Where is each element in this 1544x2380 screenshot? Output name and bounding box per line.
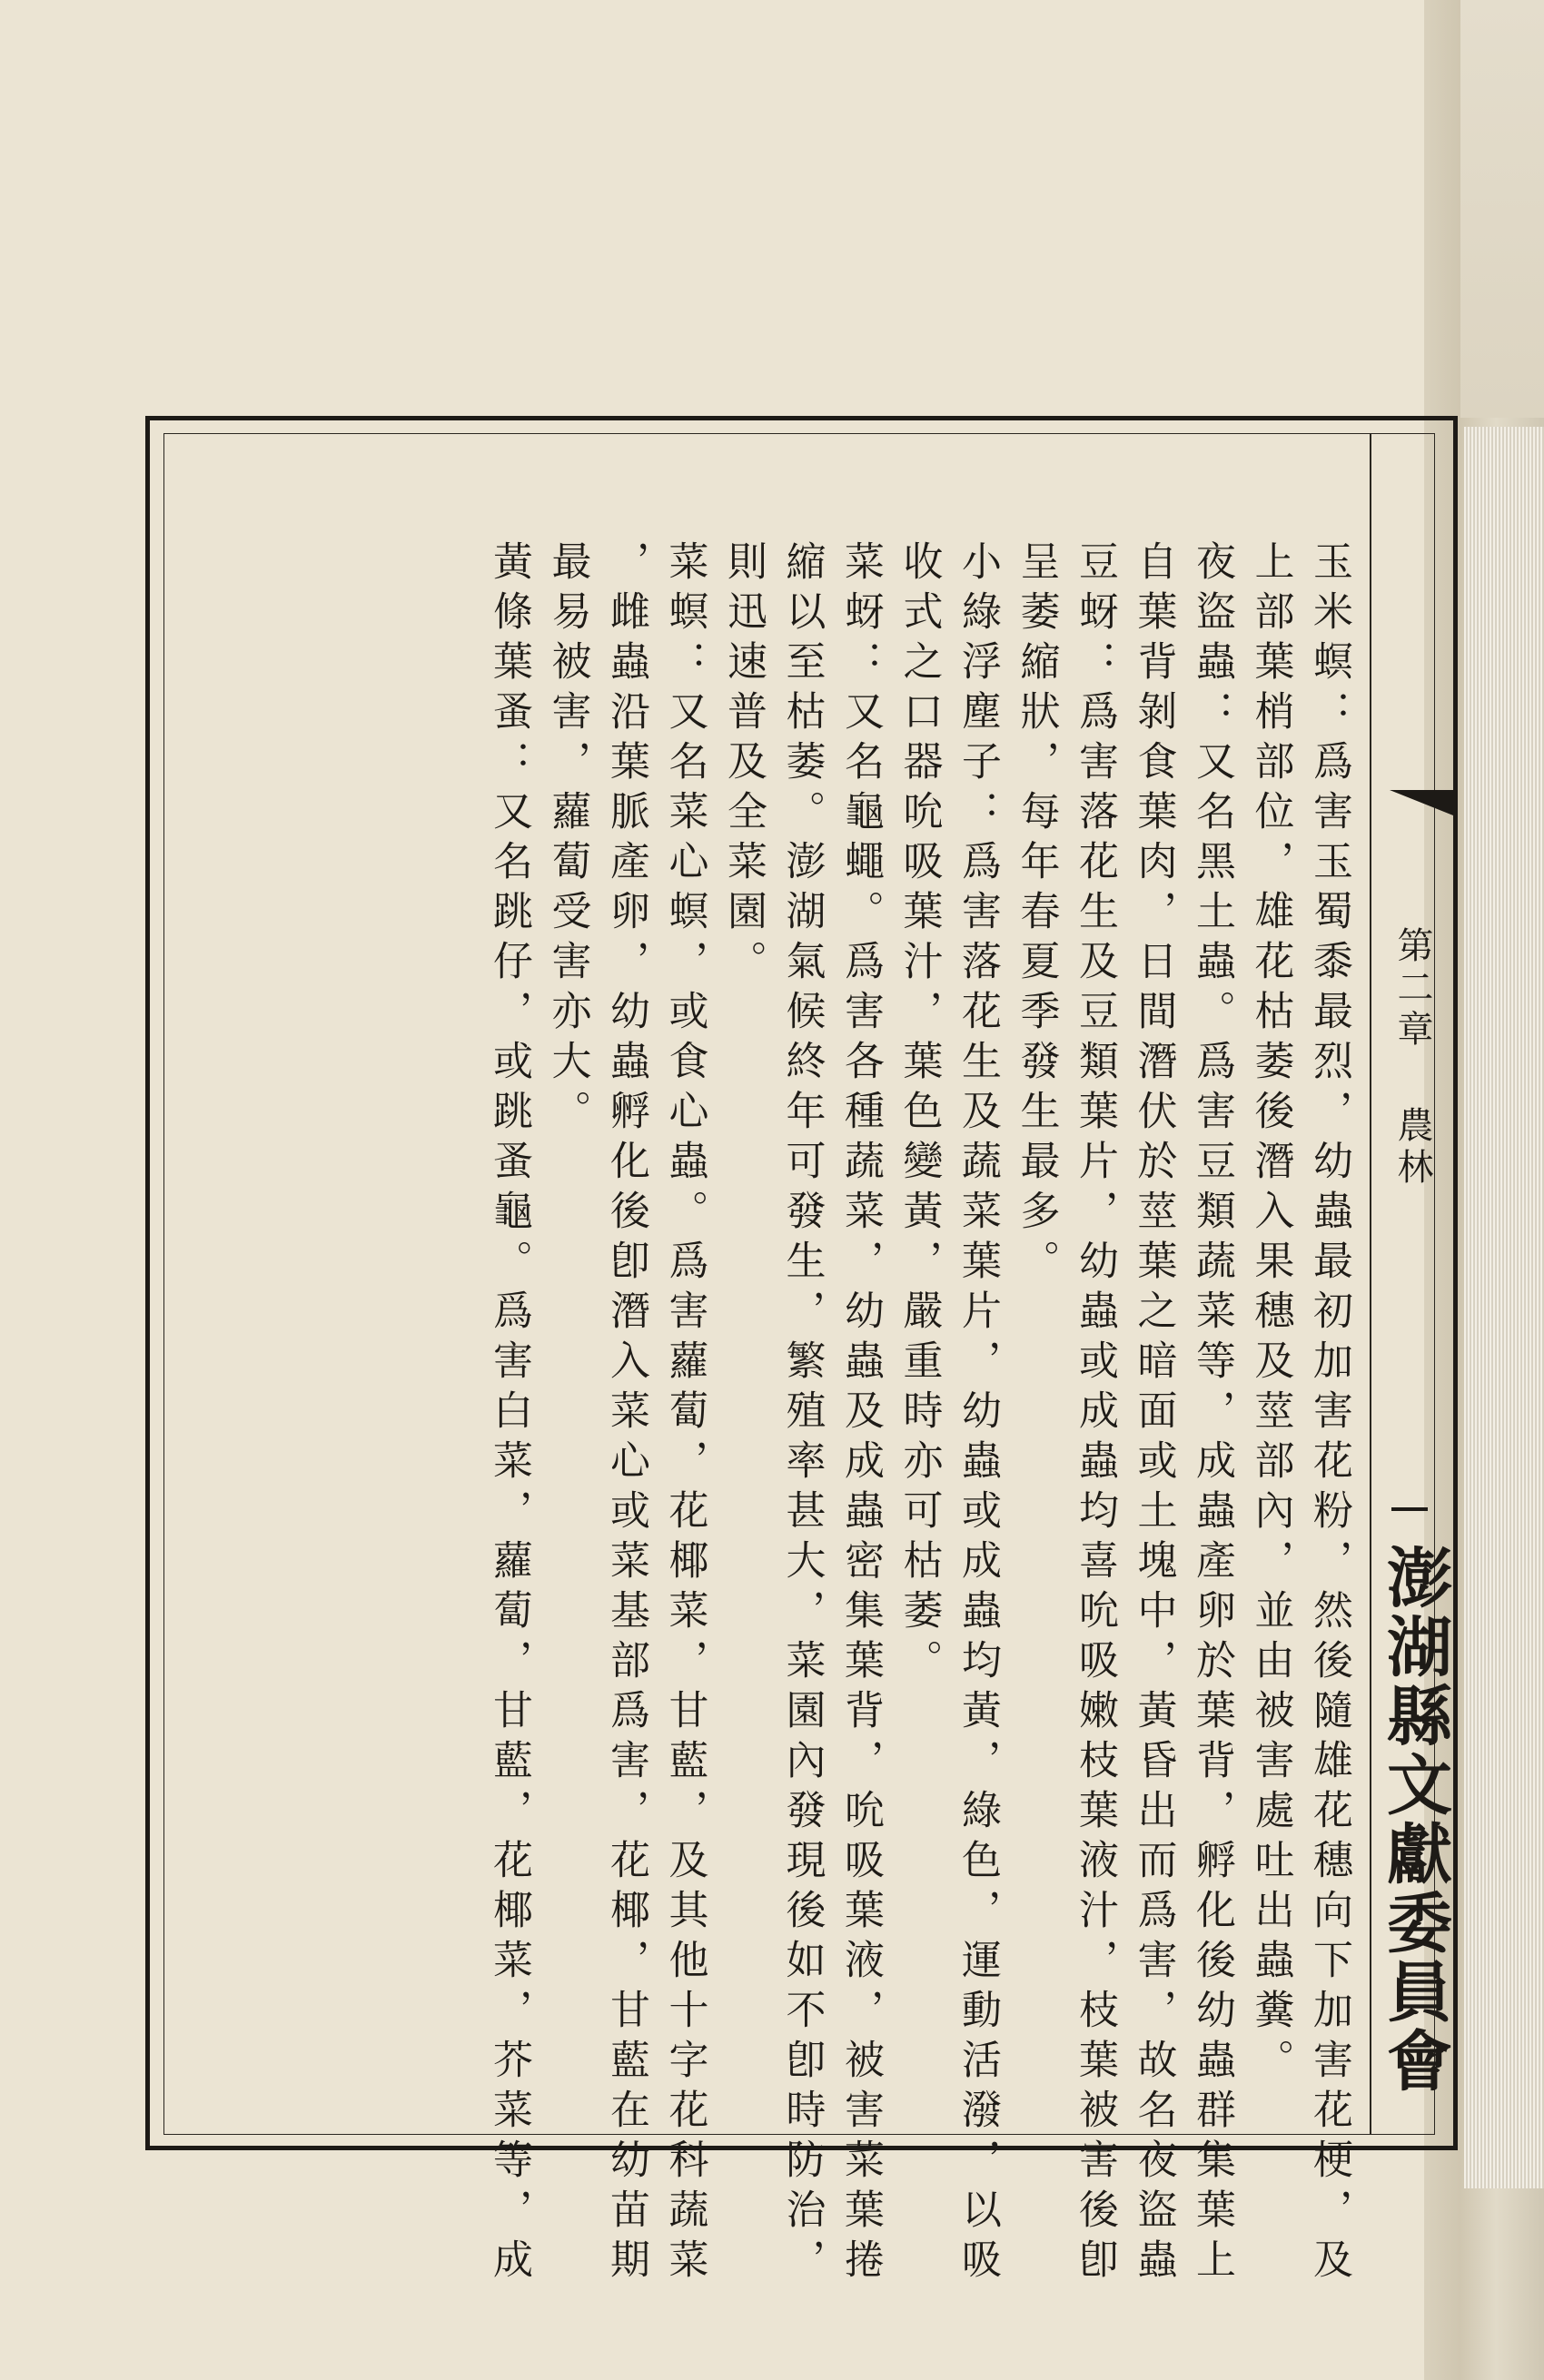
header-dash <box>1391 1507 1428 1511</box>
page-stack-edge <box>1464 427 1544 2188</box>
text-column: 則迅速普及全菜園。 <box>720 540 767 990</box>
body-text <box>182 540 1358 2288</box>
text-column: 小綠浮塵子：爲害落花生及蔬菜葉片，幼蟲或成蟲均黃，綠色，運動活潑，以吸 <box>955 540 1001 2288</box>
text-column: 上部葉梢部位，雄花枯萎後潛入果穗及莖部內，並由被害處吐出蟲糞。 <box>1247 540 1294 2089</box>
text-column: 豆蚜：爲害落花生及豆類葉片，幼蟲或成蟲均喜吮吸嫩枝葉液汁，枝葉被害後卽 <box>1072 540 1118 2288</box>
text-column: 玉米螟：爲害玉蜀黍最烈，幼蟲最初加害花粉，然後隨雄花穗向下加害花梗，及 <box>1306 540 1352 2288</box>
publisher-name: 澎湖縣文獻委員會 <box>1376 1544 1453 2096</box>
text-column: 呈萎縮狀，每年春夏季發生最多。 <box>1013 540 1060 1289</box>
text-column: 縮以至枯萎。澎湖氣候終年可發生，繁殖率甚大，菜園內發現後如不卽時防治， <box>778 540 826 2288</box>
text-column: 最易被害，蘿蔔受害亦大。 <box>544 540 591 1140</box>
chapter-heading <box>1376 926 1449 1190</box>
header-wedge-mark <box>1390 790 1453 815</box>
text-column: 黃條葉蚤：又名跳仔，或跳蚤龜。爲害白菜，蘿蔔，甘藍，花椰菜，芥菜等，成 <box>486 540 532 2288</box>
text-column: 菜蚜：又名龜蠅。爲害各種蔬菜，幼蟲及成蟲密集葉背，吮吸葉液，被害菜葉捲 <box>837 540 884 2288</box>
chapter-number: 第二章 <box>1391 926 1433 1052</box>
text-column: 夜盜蟲：又名黑土蟲。爲害豆類蔬菜等，成蟲產卵於葉背，孵化後幼蟲群集葉上 <box>1189 540 1235 2288</box>
text-column: 菜螟：又名菜心螟，或食心蟲。爲害蘿蔔，花椰菜，甘藍，及其他十字花科蔬菜 <box>661 540 708 2288</box>
header-divider <box>1370 433 1371 2135</box>
text-column: 自葉背剝食葉肉，日間潛伏於莖葉之暗面或土塊中，黃昏出而爲害，故名夜盜蟲 <box>1130 540 1177 2288</box>
chapter-section: 農林 <box>1391 1106 1433 1190</box>
text-column: ，雌蟲沿葉脈產卵，幼蟲孵化後卽潛入菜心或菜基部爲害，花椰，甘藍在幼苗期 <box>603 540 649 2288</box>
page-edge-shadow <box>1460 0 1544 418</box>
text-column: 收式之口器吮吸葉汁，葉色變黃，嚴重時亦可枯萎。 <box>896 540 943 1689</box>
